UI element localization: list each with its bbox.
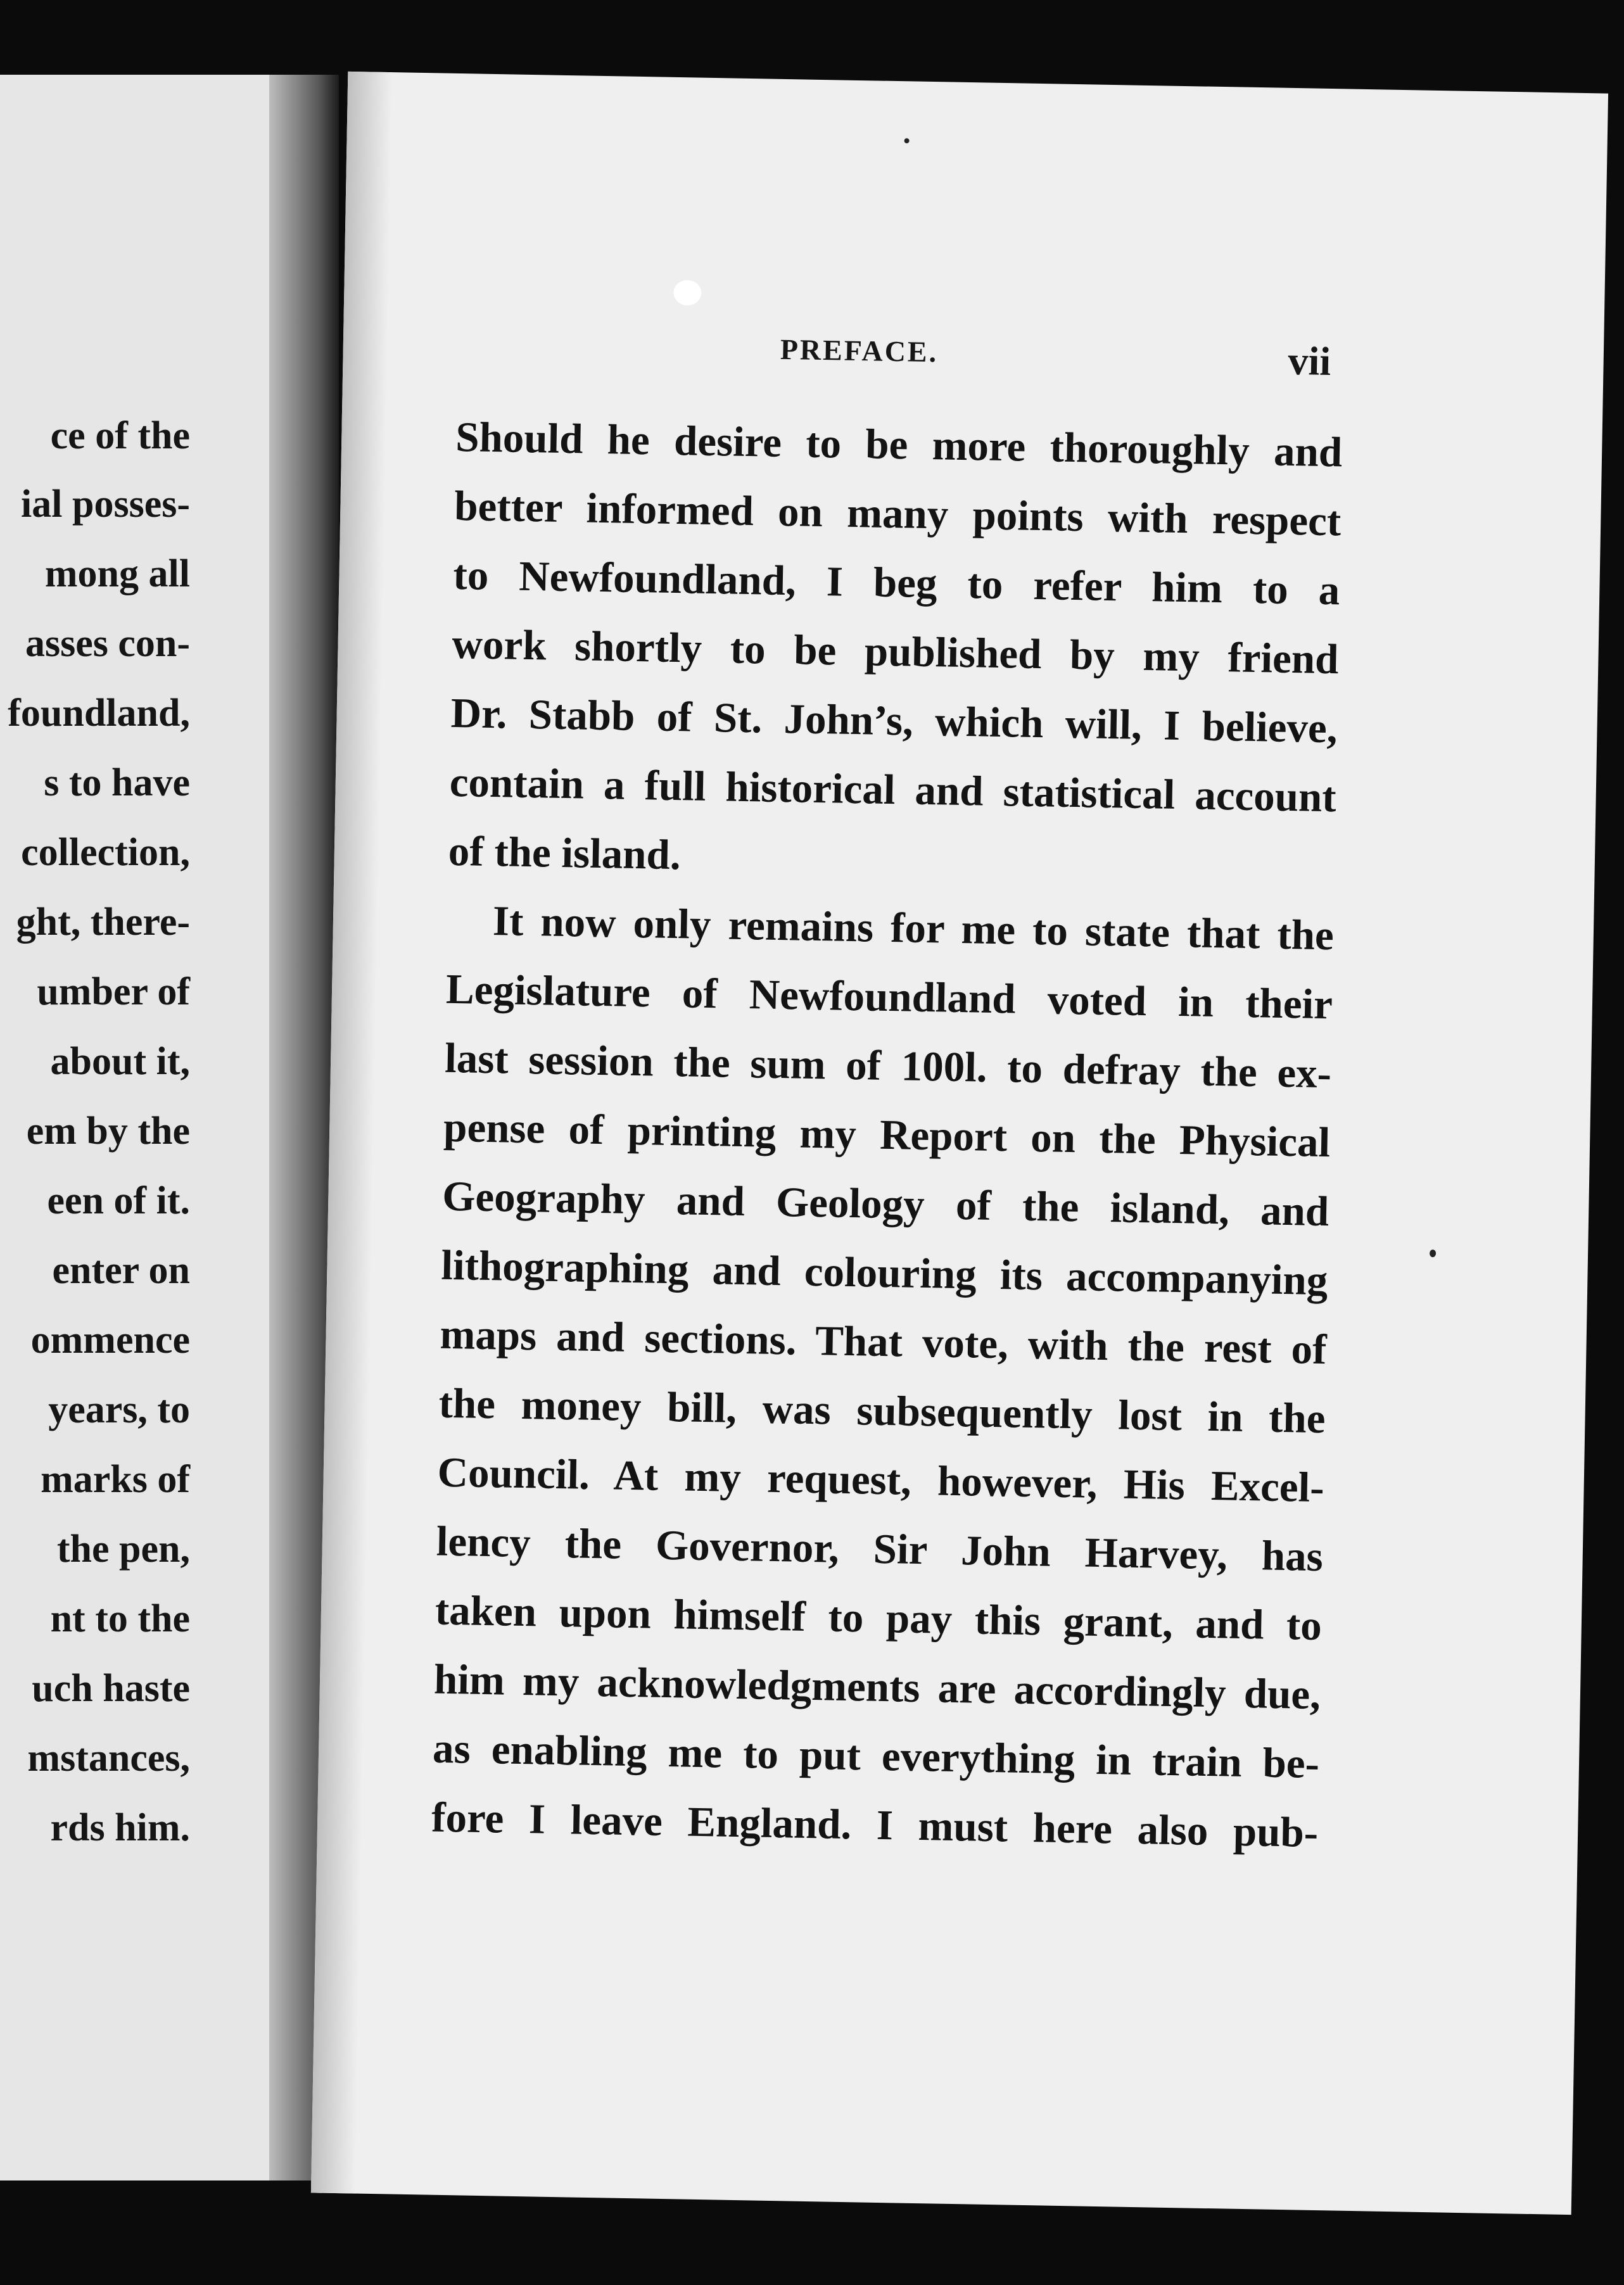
left-page-line: ce of the — [50, 414, 190, 457]
running-head — [343, 325, 1604, 398]
left-page-line: umber of — [37, 970, 190, 1013]
scan-dot — [904, 138, 910, 143]
text-line: Council. At my request, however, His Excel- — [437, 1448, 1325, 1512]
left-page-line: about it, — [50, 1040, 190, 1083]
text-line: taken upon himself to pay this grant, and to — [435, 1586, 1323, 1650]
running-title: PREFACE. — [780, 332, 939, 369]
scan-dot — [1430, 1250, 1436, 1257]
left-page-line: the pen, — [56, 1528, 190, 1571]
left-page-line: foundland, — [8, 692, 190, 735]
text-line: pense of printing my Report on the Physical — [443, 1103, 1331, 1167]
text-line: contain a full historical and statistical account — [449, 758, 1337, 821]
left-page-line: marks of — [41, 1458, 190, 1501]
text-line: work shortly to be published by my friend — [451, 620, 1340, 683]
left-page-line: years, to — [48, 1388, 190, 1431]
left-page-line: ommence — [30, 1319, 190, 1362]
text-line: Should he desire to be more thoroughly and — [455, 413, 1343, 476]
text-line: Dr. Stabb of St. John’s, which will, I believe, — [450, 689, 1338, 752]
left-page-line: ght, there- — [16, 901, 190, 944]
left-page-line: mong all — [44, 552, 190, 595]
left-page-line: nt to the — [50, 1597, 190, 1640]
text-line: of the island. — [448, 827, 682, 879]
text-line: him my acknowledgments are accordingly due, — [433, 1655, 1321, 1719]
text-line: It now only remains for me to state that the — [492, 897, 1335, 959]
scan-speck — [673, 280, 702, 306]
left-page-line: asses con- — [25, 622, 190, 665]
left-page-line: collection, — [21, 831, 190, 874]
text-line: the money bill, was subsequently lost in the — [438, 1379, 1326, 1443]
text-line: fore I leave England. I must here also pub- — [431, 1794, 1319, 1857]
left-page-line: een of it. — [47, 1179, 190, 1222]
text-line: lency the Governor, Sir John Harvey, has — [436, 1517, 1324, 1581]
text-line: Geography and Geology of the island, and — [441, 1172, 1329, 1236]
page-number: vii — [1288, 338, 1331, 384]
left-page-line: rds him. — [50, 1806, 190, 1849]
text-line: Legislature of Newfoundland voted in their — [445, 965, 1333, 1029]
left-page-line: enter on — [52, 1249, 190, 1292]
body-text — [431, 403, 1343, 1868]
text-line: last session the sum of 100l. to defray the ex- — [444, 1034, 1332, 1098]
left-page-line: s to have — [44, 761, 190, 804]
text-line: to Newfoundland, I beg to refer him to a — [452, 551, 1340, 614]
left-page-line: ial posses- — [21, 483, 190, 526]
left-page-line: em by the — [26, 1110, 190, 1153]
text-line: lithographing and colouring its accompanying — [440, 1241, 1328, 1305]
left-page-line: mstances, — [27, 1737, 190, 1780]
right-page — [311, 72, 1608, 2215]
left-page-line: uch haste — [32, 1667, 190, 1710]
text-line: better informed on many points with respect — [454, 482, 1342, 545]
text-line: as enabling me to put everything in train be- — [432, 1725, 1320, 1788]
text-line: maps and sections. That vote, with the rest of — [439, 1310, 1328, 1374]
